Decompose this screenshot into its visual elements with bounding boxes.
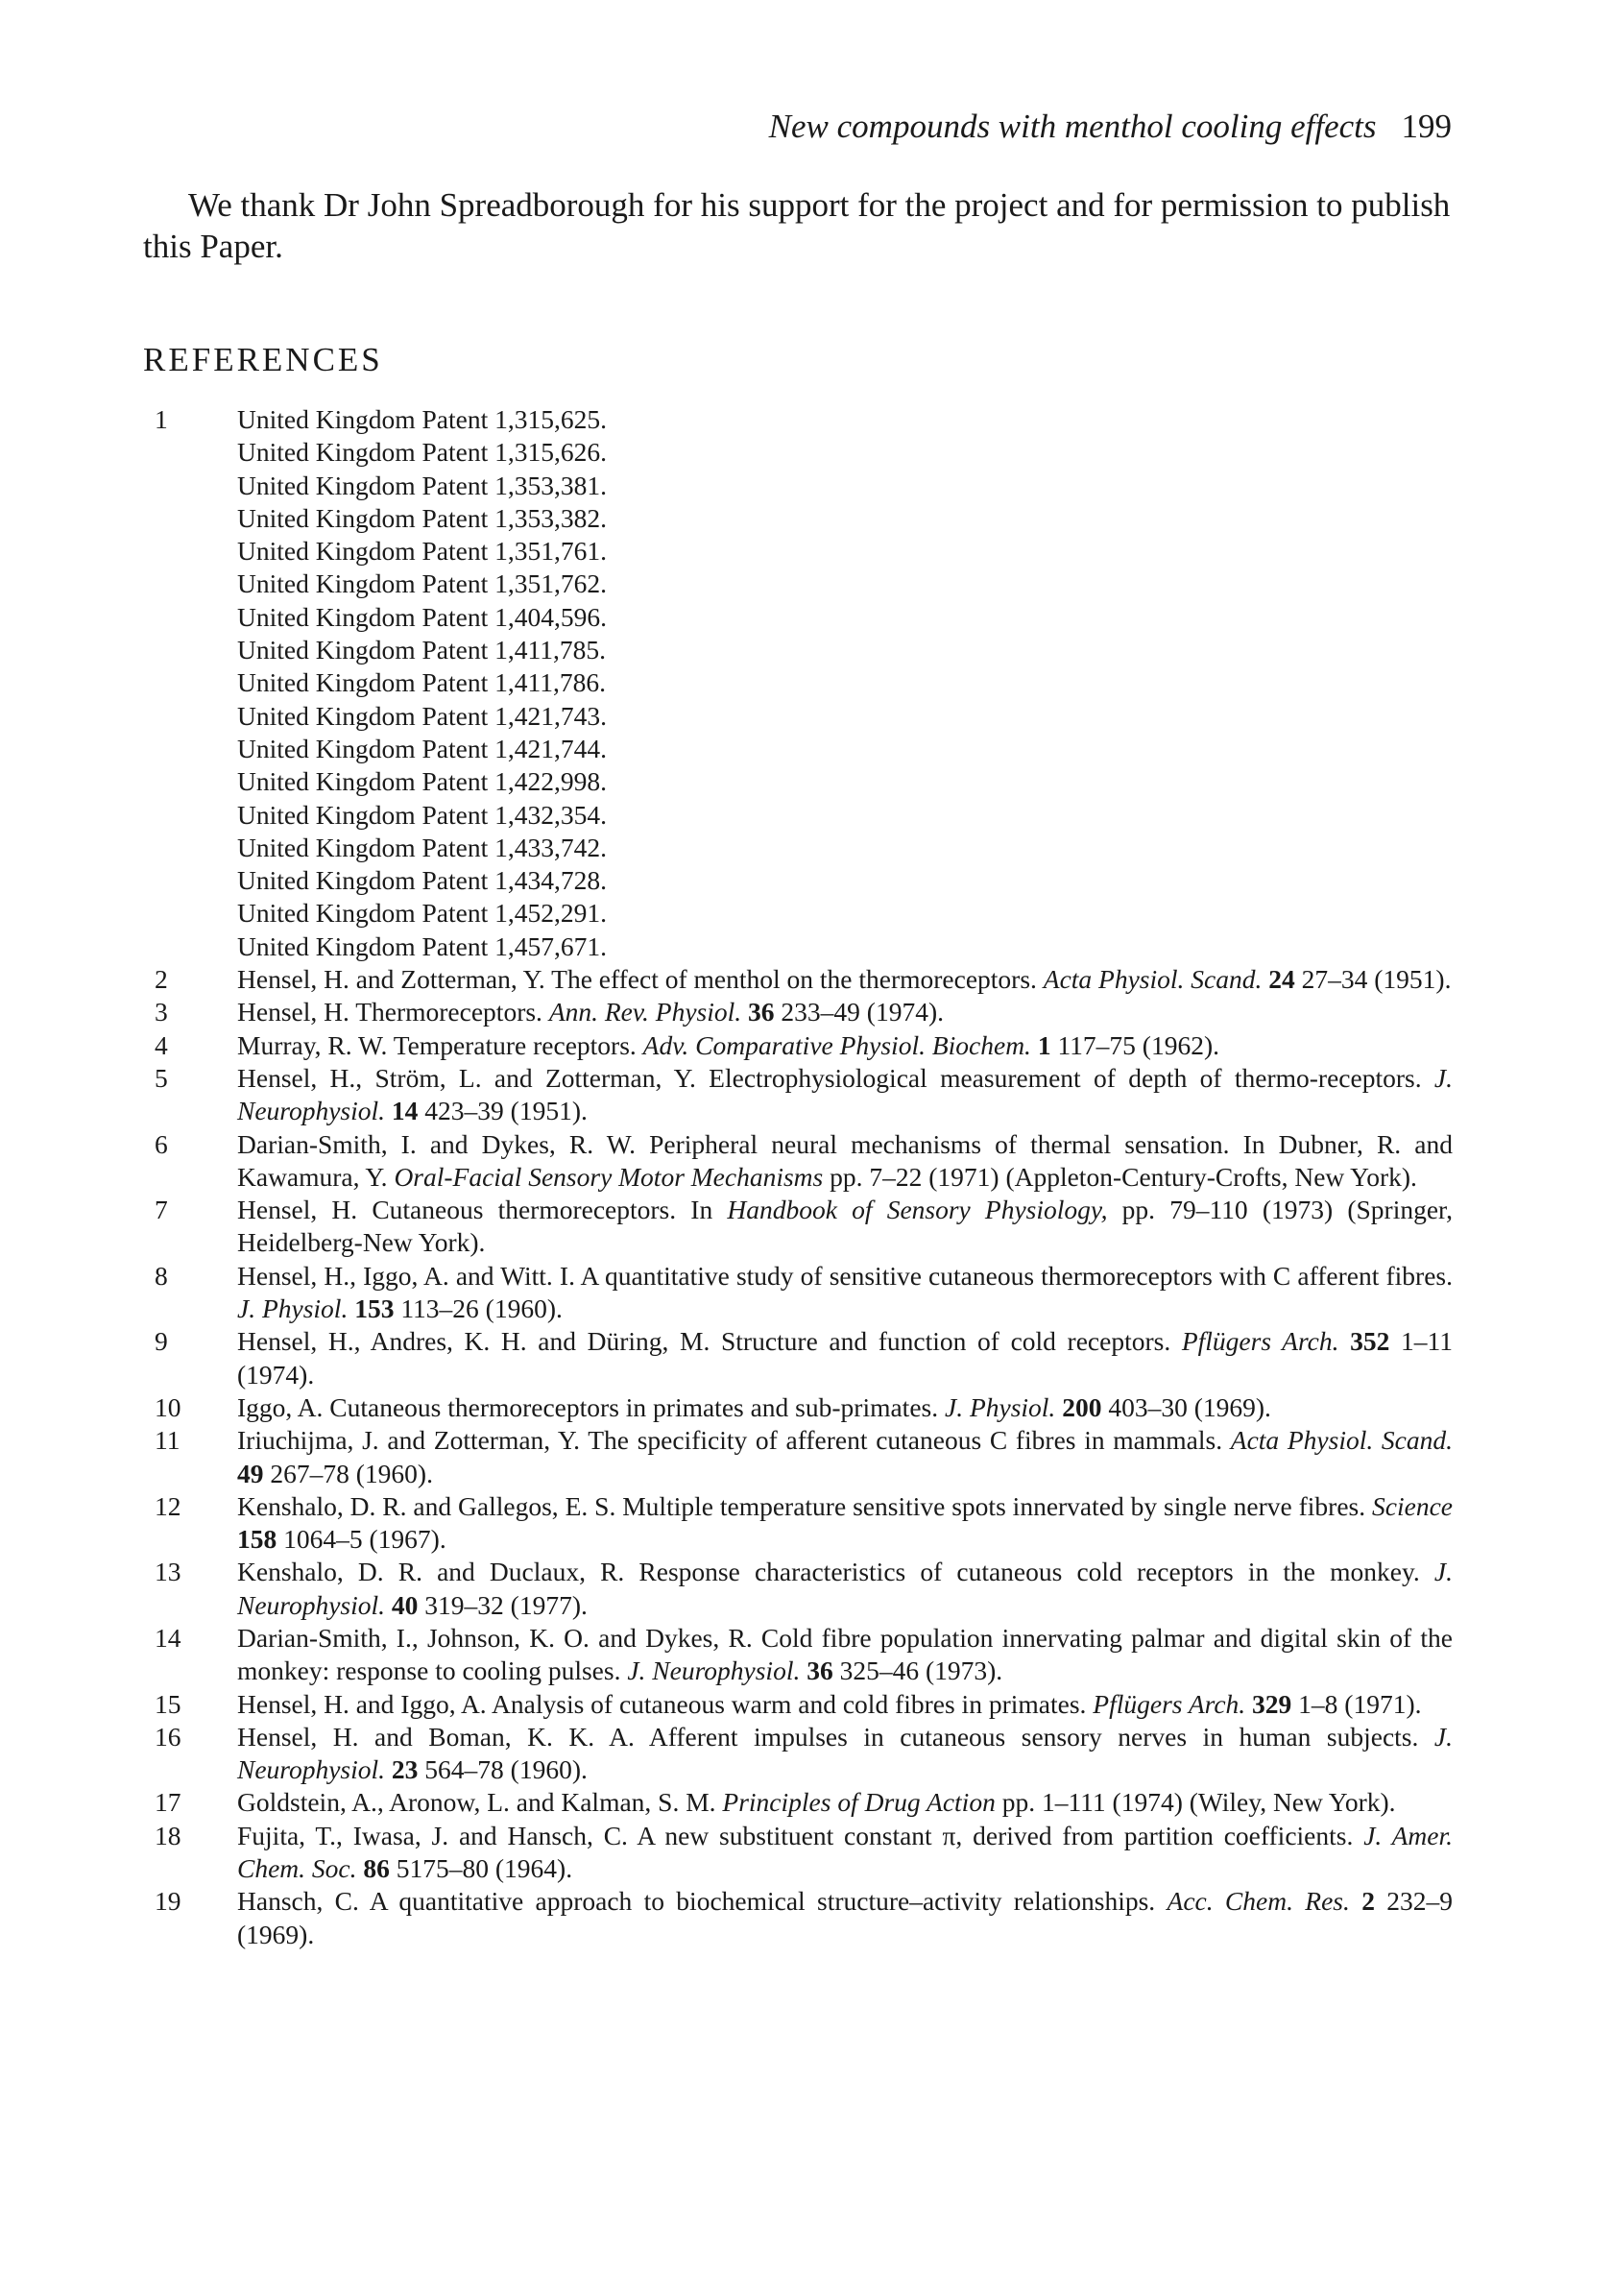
journal-title: J. Neurophysiol. — [237, 1721, 1453, 1785]
citation-text — [1350, 1886, 1361, 1916]
reference-text — [237, 1194, 1453, 1260]
patent-entry: United Kingdom Patent 1,432,354. — [237, 799, 607, 830]
journal-title: Acta Physiol. Scand. — [1043, 964, 1263, 995]
patent-entry: United Kingdom Patent 1,411,786. — [237, 667, 606, 698]
reference-text — [237, 963, 1453, 996]
patent-entry: United Kingdom Patent 1,457,671. — [237, 930, 607, 961]
volume-number: 36 — [748, 997, 775, 1027]
citation-text: 325–46 (1973). — [832, 1656, 1003, 1686]
reference-number: 10 — [155, 1391, 181, 1422]
citation-text: 232–9 (1969). — [237, 1886, 1454, 1949]
citation-text: 1–11 (1974). — [237, 1326, 1453, 1390]
reference-number: 16 — [155, 1721, 181, 1752]
citation-text: Murray, R. W. Temperature receptors. — [237, 1029, 643, 1060]
journal-title: Principles of Drug Action — [722, 1787, 996, 1818]
citation-text: pp. 7–22 (1971) (Appleton-Century-Crofts, New York). — [823, 1161, 1417, 1192]
reference-number: 5 — [155, 1062, 168, 1093]
journal-title: Oral-Facial Sensory Motor Mechanisms — [394, 1161, 824, 1192]
journal-title: Pflügers Arch. — [1093, 1688, 1246, 1719]
citation-text: Iggo, A. Cutaneous thermoreceptors in primates and sub-primates. — [237, 1391, 945, 1422]
patent-entry: United Kingdom Patent 1,315,625. — [237, 404, 607, 434]
volume-number: 24 — [1268, 964, 1295, 995]
reference-text — [237, 1260, 1453, 1326]
volume-number: 23 — [391, 1754, 419, 1785]
citation-text: Iriuchijma, J. and Zotterman, Y. The specificity of afferent cutaneous C fibres in mammals. — [237, 1425, 1231, 1456]
citation-text — [385, 1754, 392, 1784]
reference-item — [143, 1885, 1453, 1951]
citation-text: 233–49 (1974). — [774, 997, 944, 1027]
reference-text — [237, 1128, 1453, 1195]
patent-entry: United Kingdom Patent 1,351,761. — [237, 536, 607, 567]
journal-title: Adv. Comparative Physiol. Biochem. — [642, 1029, 1031, 1060]
citation-text: Darian-Smith, I. and Dykes, R. W. Peripheral neural mechanisms of thermal sensation. In Dubner, R. and Kawamura, Y. — [237, 1128, 1453, 1192]
journal-title: J. Physiol. — [944, 1391, 1056, 1422]
page-number: 199 — [1401, 108, 1452, 145]
reference-number: 7 — [155, 1195, 168, 1225]
reference-text — [237, 996, 1453, 1028]
journal-title: Handbook of Sensory Physiology, — [727, 1195, 1108, 1225]
citation-text: 267–78 (1960). — [263, 1458, 433, 1488]
reference-item — [143, 1391, 1453, 1424]
journal-title: Pflügers Arch. — [1181, 1326, 1339, 1357]
reference-number: 8 — [155, 1260, 168, 1291]
reference-text — [237, 1721, 1453, 1787]
acknowledgement-paragraph: We thank Dr John Spreadborough for his support for the project and for permission to publish this Paper. — [143, 186, 1451, 266]
reference-text — [237, 1820, 1453, 1886]
volume-number: 86 — [363, 1853, 390, 1884]
citation-text: Goldstein, A., Aronow, L. and Kalman, S. M. — [237, 1787, 723, 1818]
citation-text: Hensel, H. and Iggo, A. Analysis of cutaneous warm and cold fibres in primates. — [237, 1688, 1094, 1719]
reference-item — [143, 1325, 1453, 1391]
citation-text: pp. 1–111 (1974) (Wiley, New York). — [995, 1787, 1396, 1818]
reference-text — [237, 1688, 1453, 1721]
journal-title: Ann. Rev. Physiol. — [548, 997, 742, 1027]
citation-text: 403–30 (1969). — [1101, 1391, 1271, 1422]
reference-number: 2 — [155, 964, 168, 995]
journal-title: J. Neurophysiol. — [237, 1557, 1453, 1620]
citation-text: Hensel, H., Andres, K. H. and Düring, M. Structure and function of cold receptors. — [237, 1326, 1182, 1357]
patent-entry: United Kingdom Patent 1,315,626. — [237, 437, 607, 468]
citation-text: Hensel, H. and Boman, K. K. A. Afferent impulses in cutaneous sensory nerves in human subjects. — [237, 1721, 1434, 1752]
patent-entry: United Kingdom Patent 1,433,742. — [237, 832, 607, 862]
volume-number: 153 — [354, 1293, 395, 1324]
citation-text: 564–78 (1960). — [418, 1754, 588, 1785]
journal-title: Science — [1372, 1490, 1453, 1521]
volume-number: 49 — [237, 1458, 264, 1488]
patent-entry: United Kingdom Patent 1,411,785. — [237, 635, 606, 665]
journal-title: J. Physiol. — [237, 1293, 349, 1324]
citation-text: Hensel, H. Cutaneous thermoreceptors. In — [237, 1195, 728, 1225]
citation-text: Fujita, T., Iwasa, J. and Hansch, C. A new substituent constant π, derived from partition coefficients. — [237, 1820, 1364, 1850]
reference-item — [143, 1556, 1453, 1622]
journal-title: J. Neurophysiol. — [627, 1656, 801, 1686]
patent-entry: United Kingdom Patent 1,421,743. — [237, 700, 607, 731]
reference-number: 12 — [155, 1490, 181, 1521]
reference-item — [143, 403, 1453, 963]
reference-number: 18 — [155, 1820, 181, 1850]
patent-entry: United Kingdom Patent 1,404,596. — [237, 601, 607, 632]
reference-text — [237, 1885, 1453, 1951]
patent-entry: United Kingdom Patent 1,421,744. — [237, 733, 607, 763]
citation-text: 1064–5 (1967). — [277, 1524, 446, 1555]
patent-entry: United Kingdom Patent 1,422,998. — [237, 766, 607, 797]
references-heading: REFERENCES — [143, 341, 383, 378]
citation-text: Hensel, H. and Zotterman, Y. The effect of menthol on the thermoreceptors. — [237, 964, 1044, 995]
citation-text: 319–32 (1977). — [418, 1589, 588, 1620]
reference-item — [143, 1721, 1453, 1787]
citation-text: 117–75 (1962). — [1050, 1029, 1219, 1060]
reference-number: 4 — [155, 1029, 168, 1060]
reference-number: 1 — [155, 404, 168, 434]
reference-number: 19 — [155, 1886, 181, 1917]
reference-number: 17 — [155, 1787, 181, 1818]
volume-number: 352 — [1350, 1326, 1390, 1357]
reference-text — [237, 1325, 1453, 1391]
citation-text: 113–26 (1960). — [394, 1293, 563, 1324]
reference-text — [237, 1391, 1453, 1424]
reference-number: 14 — [155, 1622, 181, 1653]
volume-number: 2 — [1361, 1886, 1375, 1917]
reference-item — [143, 963, 1453, 996]
reference-text — [237, 403, 1453, 963]
citation-text: Hensel, H., Ström, L. and Zotterman, Y. Electrophysiological measurement of depth of thermo-receptors. — [237, 1062, 1434, 1093]
citation-text — [1031, 1030, 1038, 1060]
reference-number: 11 — [155, 1425, 181, 1456]
reference-text — [237, 1556, 1453, 1622]
citation-text: 5175–80 (1964). — [389, 1853, 573, 1884]
reference-number: 13 — [155, 1557, 181, 1587]
patent-entry: United Kingdom Patent 1,434,728. — [237, 865, 607, 896]
citation-text: Hansch, C. A quantitative approach to biochemical structure–activity relationships. — [237, 1886, 1168, 1917]
citation-text: pp. 79–110 (1973) (Springer, Heidelberg-New York). — [237, 1195, 1453, 1258]
reference-item — [143, 1128, 1453, 1195]
reference-item — [143, 1820, 1453, 1886]
citation-text: 1–8 (1971). — [1291, 1688, 1422, 1719]
reference-item — [143, 1062, 1453, 1128]
references-list — [143, 403, 1453, 1951]
citation-text: Kenshalo, D. R. and Gallegos, E. S. Multiple temperature sensitive spots innervated by single nerve fibres. — [237, 1490, 1373, 1521]
volume-number: 200 — [1062, 1391, 1102, 1422]
reference-number: 15 — [155, 1688, 181, 1719]
volume-number: 36 — [806, 1656, 833, 1686]
patent-entry: United Kingdom Patent 1,351,762. — [237, 568, 607, 599]
reference-item — [143, 1786, 1453, 1819]
reference-item — [143, 996, 1453, 1028]
reference-item — [143, 1424, 1453, 1490]
citation-text — [385, 1590, 392, 1620]
journal-title: J. Amer. Chem. Soc. — [237, 1820, 1453, 1884]
reference-item — [143, 1622, 1453, 1688]
volume-number: 40 — [391, 1589, 419, 1620]
journal-title: J. Neurophysiol. — [237, 1062, 1453, 1126]
reference-item — [143, 1260, 1453, 1326]
journal-title: Acc. Chem. Res. — [1167, 1886, 1350, 1917]
citation-text — [1338, 1326, 1350, 1356]
journal-title: Acta Physiol. Scand. — [1230, 1425, 1454, 1456]
reference-item — [143, 1490, 1453, 1557]
running-title: New compounds with menthol cooling effects — [768, 108, 1377, 145]
patent-entry: United Kingdom Patent 1,353,382. — [237, 502, 607, 533]
reference-text — [237, 1029, 1453, 1062]
reference-text — [237, 1062, 1453, 1128]
citation-text — [741, 997, 748, 1027]
volume-number: 158 — [237, 1524, 277, 1555]
reference-number: 9 — [155, 1326, 168, 1357]
volume-number: 14 — [391, 1096, 419, 1126]
reference-number: 3 — [155, 997, 168, 1027]
reference-text — [237, 1490, 1453, 1557]
volume-number: 329 — [1252, 1688, 1292, 1719]
running-head — [691, 108, 1452, 146]
reference-text — [237, 1622, 1453, 1688]
citation-text: Hensel, H., Iggo, A. and Witt. I. A quantitative study of sensitive cutaneous thermoreceptors with C afferent fibres. — [237, 1260, 1453, 1291]
reference-item — [143, 1029, 1453, 1062]
patent-entry: United Kingdom Patent 1,353,381. — [237, 470, 607, 500]
reference-text — [237, 1424, 1453, 1490]
citation-text: 423–39 (1951). — [418, 1096, 588, 1126]
reference-text — [237, 1786, 1453, 1819]
citation-text: Darian-Smith, I., Johnson, K. O. and Dykes, R. Cold fibre population innervating palmar and digital skin of the monkey: response to cooling pulses. — [237, 1622, 1453, 1686]
citation-text — [385, 1096, 392, 1125]
reference-number: 6 — [155, 1128, 168, 1159]
citation-text: Hensel, H. Thermoreceptors. — [237, 997, 549, 1027]
citation-text: 27–34 (1951). — [1294, 964, 1452, 995]
reference-item — [143, 1688, 1453, 1721]
citation-text: Kenshalo, D. R. and Duclaux, R. Response characteristics of cutaneous cold receptors in the monkey. — [237, 1557, 1434, 1587]
reference-item — [143, 1194, 1453, 1260]
volume-number: 1 — [1037, 1029, 1051, 1060]
patent-entry: United Kingdom Patent 1,452,291. — [237, 898, 607, 929]
